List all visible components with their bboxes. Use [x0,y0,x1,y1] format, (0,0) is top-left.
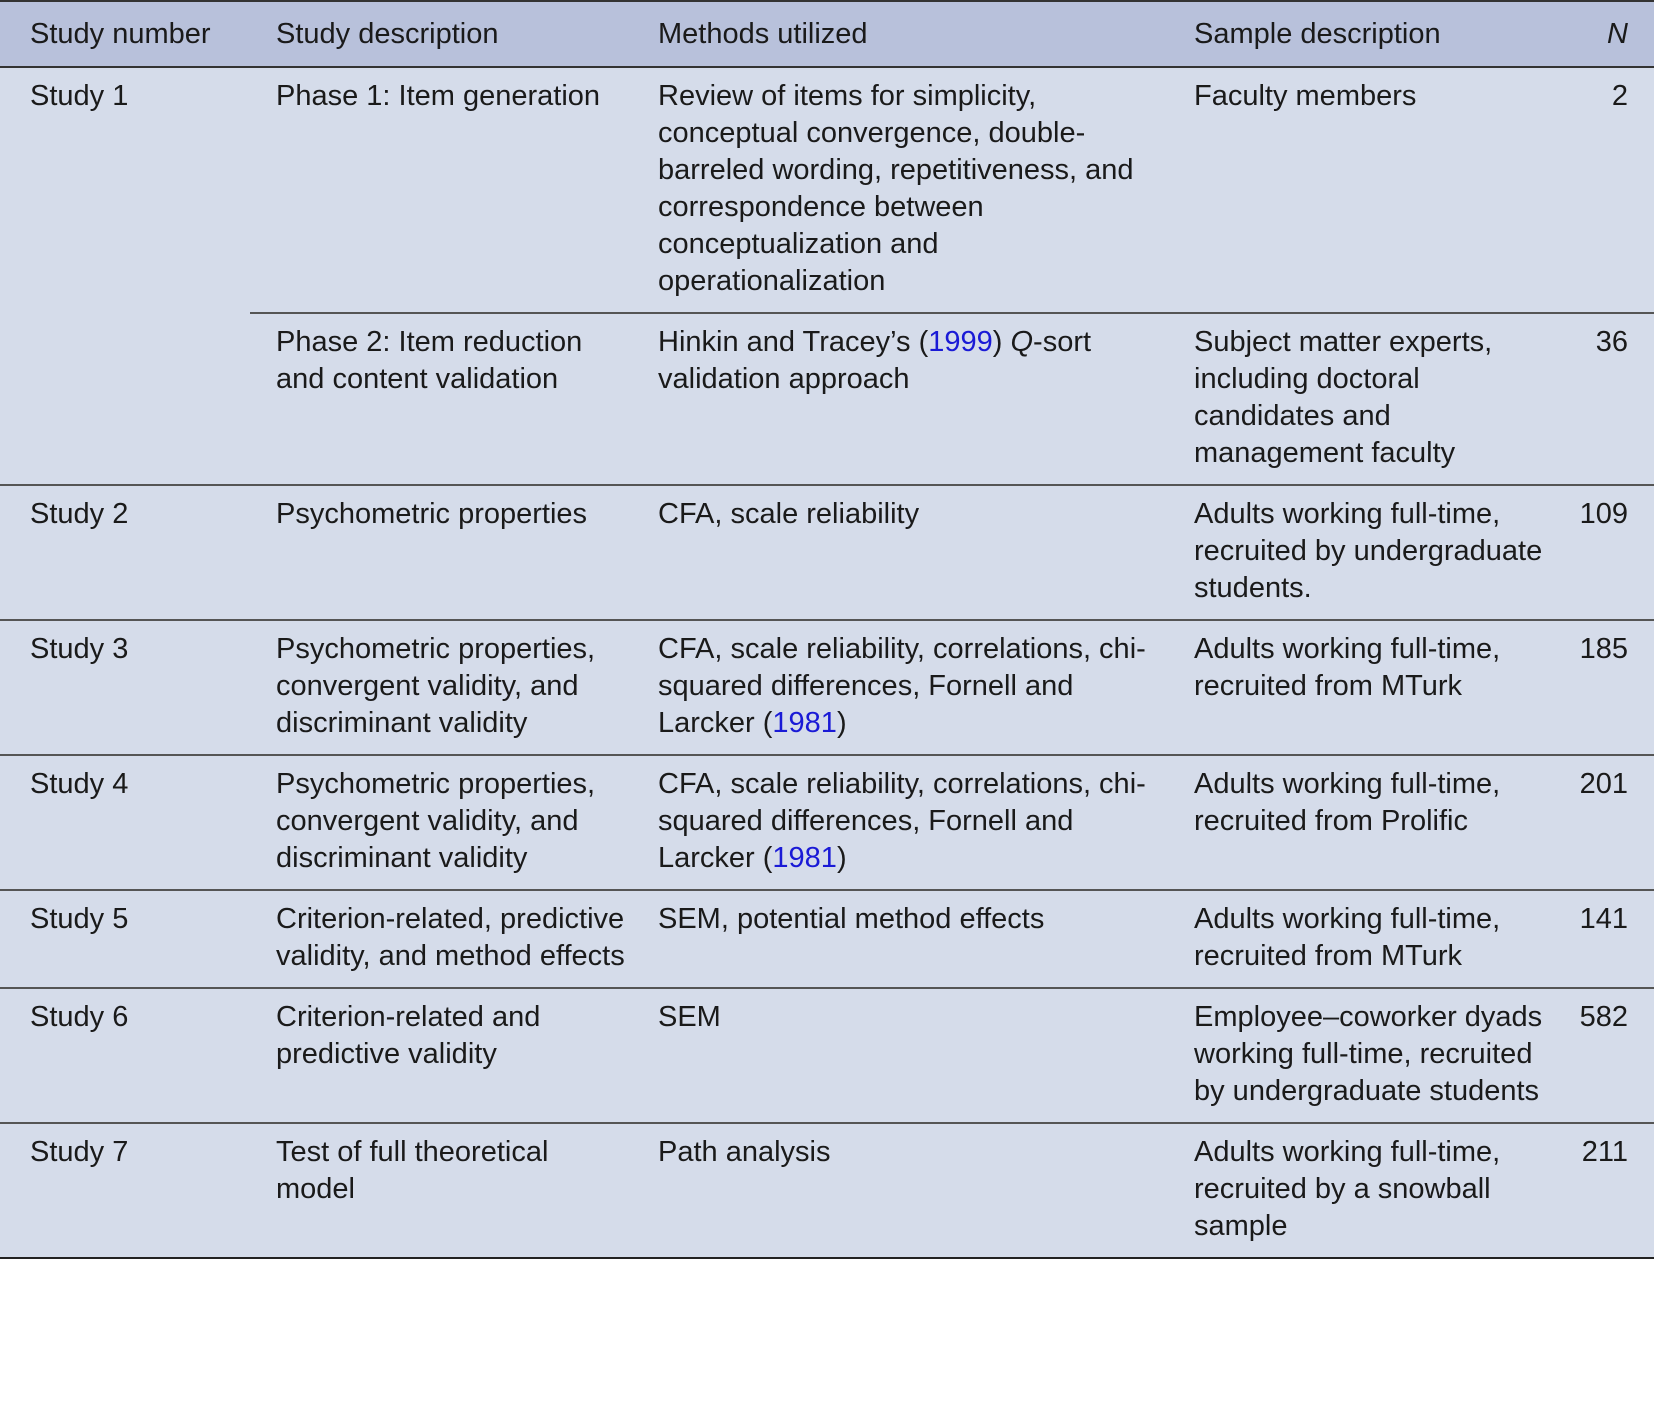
methods-text: ) [836,842,847,874]
study-number-cell: Study 4 [0,755,250,890]
table-row [0,890,1654,988]
description-cell: Psychometric properties [250,485,632,620]
sample-cell: Faculty members [1168,67,1551,313]
n-cell: 2 [1551,67,1654,313]
table-row [0,620,1654,755]
n-cell: 582 [1551,988,1654,1123]
sample-cell: Adults working full-time, recruited by undergraduate students. [1168,485,1551,620]
table-header-row [0,1,1654,67]
description-cell: Phase 2: Item reduction and content validation [250,313,632,485]
methods-text: -sort validation approach [658,326,1092,395]
methods-text: CFA, scale reliability, correlations, chi-squared differences, Fornell and Larcker ( [658,768,1146,874]
methods-cell: CFA, scale reliability [632,485,1168,620]
sample-cell: Adults working full-time, recruited by a snowball sample [1168,1123,1551,1258]
n-cell: 185 [1551,620,1654,755]
n-cell: 109 [1551,485,1654,620]
n-cell: 201 [1551,755,1654,890]
header-methods: Methods utilized [632,1,1168,67]
n-cell: 141 [1551,890,1654,988]
table-row [0,1123,1654,1258]
methods-text: ) [836,707,847,739]
citation-link[interactable]: 1981 [772,842,837,874]
methods-cell [632,620,1168,755]
table-row [0,485,1654,620]
methods-text: ) [992,326,1011,358]
methods-cell [632,313,1168,485]
study-number-cell: Study 1 [0,67,250,485]
description-cell: Phase 1: Item generation [250,67,632,313]
citation-link[interactable]: 1999 [928,326,993,358]
description-cell: Psychometric properties, convergent validity, and discriminant validity [250,620,632,755]
study-number-cell: Study 7 [0,1123,250,1258]
header-study-description: Study description [250,1,632,67]
table-row [0,755,1654,890]
description-cell: Psychometric properties, convergent validity, and discriminant validity [250,755,632,890]
description-cell: Test of full theoretical model [250,1123,632,1258]
study-number-cell: Study 6 [0,988,250,1123]
n-cell: 211 [1551,1123,1654,1258]
header-sample: Sample description [1168,1,1551,67]
study-number-cell: Study 3 [0,620,250,755]
header-n: N [1551,1,1654,67]
study-number-cell: Study 2 [0,485,250,620]
methods-cell: Path analysis [632,1123,1168,1258]
table-row [0,67,1654,313]
header-study-number: Study number [0,1,250,67]
citation-link[interactable]: 1981 [772,707,837,739]
methods-text: Hinkin and Tracey’s ( [658,326,929,358]
description-cell: Criterion-related, predictive validity, and method effects [250,890,632,988]
methods-cell [632,755,1168,890]
sample-cell: Employee–coworker dyads working full-time, recruited by undergraduate students [1168,988,1551,1123]
sample-cell: Adults working full-time, recruited from MTurk [1168,890,1551,988]
methods-text: CFA, scale reliability, correlations, chi-squared differences, Fornell and Larcker ( [658,633,1146,739]
sample-cell: Adults working full-time, recruited from Prolific [1168,755,1551,890]
study-number-cell: Study 5 [0,890,250,988]
methods-cell: SEM, potential method effects [632,890,1168,988]
methods-italic-text: Q [1010,326,1034,358]
description-cell: Criterion-related and predictive validity [250,988,632,1123]
methods-cell: Review of items for simplicity, conceptual convergence, double-barreled wording, repetitiveness, and correspondence between conceptualization and operationalization [632,67,1168,313]
sample-cell: Adults working full-time, recruited from MTurk [1168,620,1551,755]
table-row [0,988,1654,1123]
sample-cell: Subject matter experts, including doctoral candidates and management faculty [1168,313,1551,485]
methods-cell: SEM [632,988,1168,1123]
n-cell: 36 [1551,313,1654,485]
